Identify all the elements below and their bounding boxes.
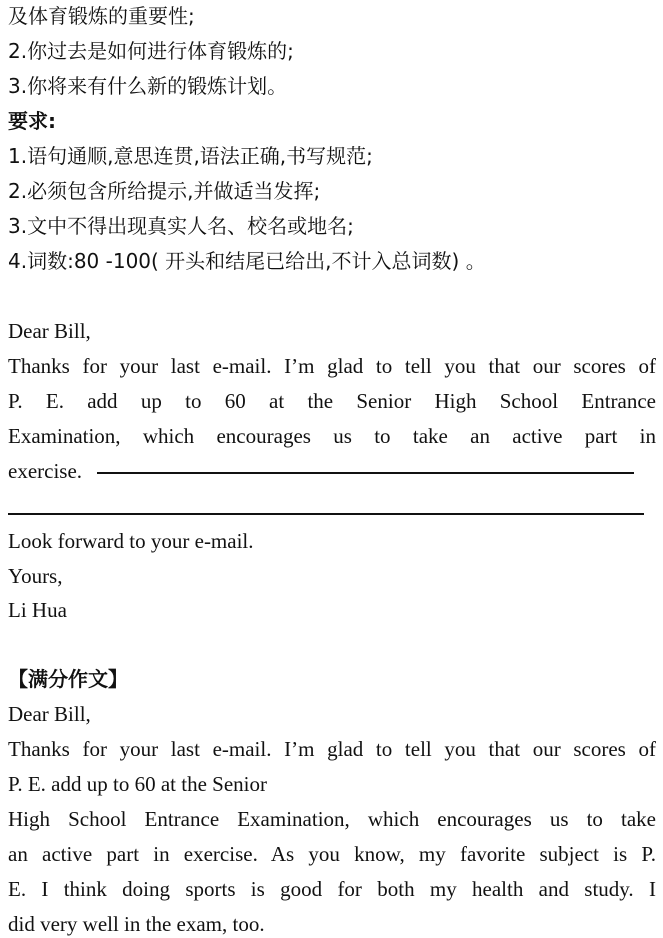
model-essay-line-6: did very well in the exam, too.: [8, 912, 265, 936]
requirement-item-2: 2.必须包含所给提示,并做适当发挥;: [8, 179, 321, 203]
model-essay-line-2: P. E. add up to 60 at the Senior: [8, 772, 267, 796]
requirement-item-1: 1.语句通顺,意思连贯,语法正确,书写规范;: [8, 144, 373, 168]
requirement-item-3: 3.文中不得出现真实人名、校名或地名;: [8, 214, 354, 238]
requirement-item-4: 4.词数:80 -100( 开头和结尾已给出,不计入总词数) 。: [8, 249, 486, 273]
instruction-line-3: 3.你将来有什么新的锻炼计划。: [8, 74, 288, 98]
requirements-heading: 要求:: [8, 109, 56, 133]
model-essay-line-5: E. I think doing sports is good for both my health and study. I: [8, 877, 656, 901]
model-essay-heading: 【满分作文】: [8, 667, 128, 691]
letter-body-line-4: [8, 457, 634, 485]
model-essay-line-3: High School Entrance Examination, which encourages us to take: [8, 807, 656, 831]
letter-body-line-1: Thanks for your last e-mail. I’m glad to tell you that our scores of: [8, 354, 656, 378]
letter-closing: Look forward to your e-mail.: [8, 529, 254, 553]
letter-body-line-3: Examination, which encourages us to take an active part in: [8, 424, 656, 448]
letter-body-line-2: P. E. add up to 60 at the Senior High School Entrance: [8, 389, 656, 413]
answer-blank-1: [97, 472, 634, 474]
model-essay-salutation: Dear Bill,: [8, 702, 91, 726]
model-essay-line-4: an active part in exercise. As you know, my favorite subject is P.: [8, 842, 656, 866]
letter-salutation: Dear Bill,: [8, 319, 91, 343]
model-essay-line-1: Thanks for your last e-mail. I’m glad to tell you that our scores of: [8, 737, 656, 761]
letter-body-line-4-text: exercise.: [8, 459, 83, 483]
answer-blank-2: [8, 513, 644, 515]
letter-signature-name: Li Hua: [8, 598, 67, 622]
letter-signoff: Yours,: [8, 564, 63, 588]
instruction-line-1: 及体育锻炼的重要性;: [8, 4, 195, 28]
instruction-line-2: 2.你过去是如何进行体育锻炼的;: [8, 39, 294, 63]
